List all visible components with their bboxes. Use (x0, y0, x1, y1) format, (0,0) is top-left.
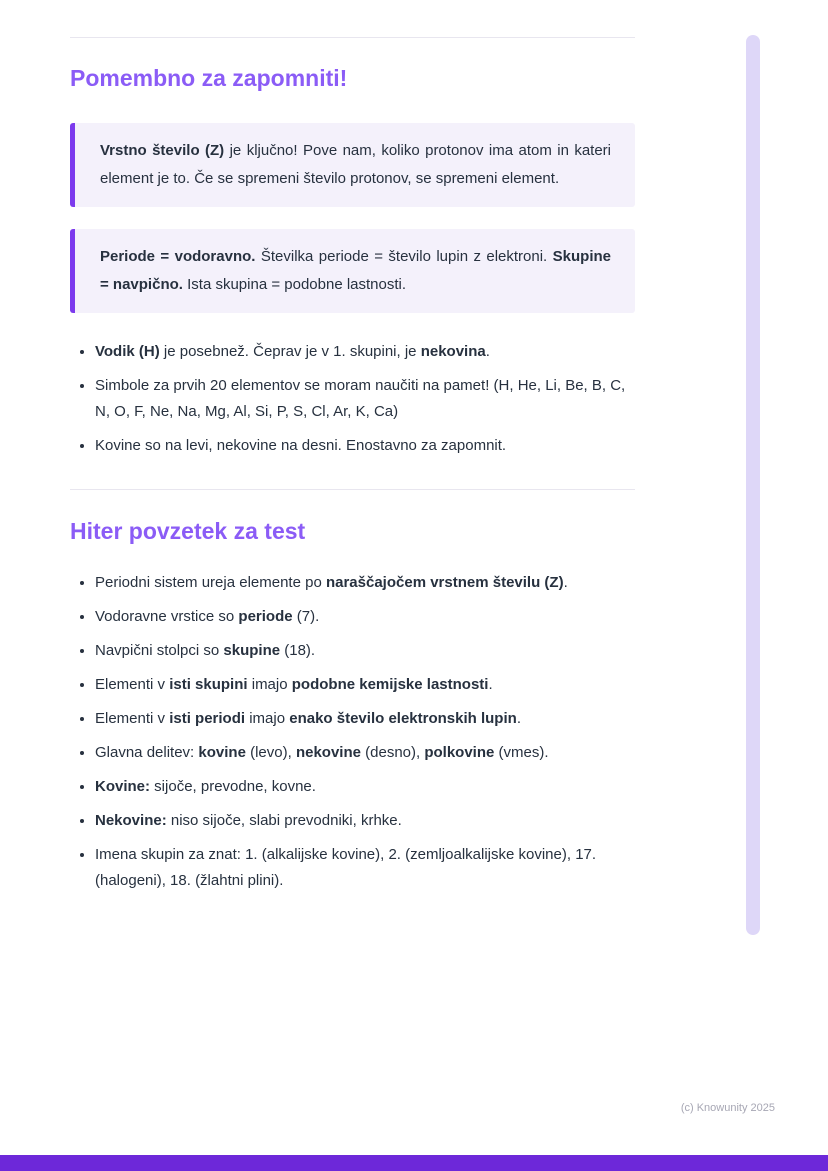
text: . (516, 709, 521, 727)
list-item (95, 339, 635, 365)
callout-text (100, 243, 611, 299)
list-item (95, 672, 635, 698)
text: Elementi v (95, 709, 170, 727)
text: Navpični stolpci so (95, 641, 224, 659)
text: Imena skupin za znat: 1. (alkalijske kovine), 2. (zemljoalkalijske kovine), 17. (halogeni), 18. (žlahtni plini). (95, 845, 597, 889)
callout-atomic-number (70, 123, 635, 207)
list-item (95, 706, 635, 732)
text: (18). (280, 641, 316, 659)
text: (levo), (245, 743, 296, 761)
text: je ključno! Pove nam, koliko protonov ima atom in kateri element je to. Če se spremeni število protonov, se spremeni element. (100, 141, 612, 187)
text: Kovine so na levi, nekovine na desni. Enostavno za zapomnit. (95, 436, 507, 454)
note-content (70, 0, 635, 902)
list-item (95, 433, 635, 459)
text: sijoče, prevodne, kovne. (150, 777, 316, 795)
list-item (95, 570, 635, 596)
text: je posebnež. Čeprav je v 1. skupini, je (159, 342, 421, 360)
callout-periods-groups (70, 229, 635, 313)
copyright-text: (c) Knowunity 2025 (680, 1102, 775, 1114)
list-item (95, 740, 635, 766)
bold-text: Skupine = navpično. (100, 247, 611, 293)
callout-text (100, 137, 611, 193)
text: . (488, 675, 493, 693)
text: Simbole za prvih 20 elementov se moram naučiti na pamet! (H, He, Li, Be, B, C, N, O, F, Ne, Na, Mg, Al, Si, P, S, Cl, Ar, K, Ca) (95, 376, 626, 420)
text: Ista skupina = podobne lastnosti. (182, 275, 407, 293)
list-item (95, 774, 635, 800)
list-item (95, 808, 635, 834)
bold-text: Vrstno število (Z) (100, 141, 225, 159)
bold-text: naraščajočem vrstnem številu (Z) (325, 573, 564, 591)
text: Vodoravne vrstice so (95, 607, 239, 625)
bold-text: isti periodi (169, 709, 246, 727)
bold-text: podobne kemijske lastnosti (291, 675, 489, 693)
scrollbar[interactable] (746, 35, 760, 935)
text: Periodni sistem ureja elemente po (95, 573, 326, 591)
text: Glavna delitev: (95, 743, 199, 761)
bottom-accent-bar (0, 1155, 828, 1171)
text: (vmes). (494, 743, 549, 761)
bold-text: polkovine (424, 743, 495, 761)
bold-text: periode (238, 607, 293, 625)
bold-text: kovine (198, 743, 246, 761)
bold-text: isti skupini (169, 675, 248, 693)
text: imajo (245, 709, 290, 727)
list-item (95, 604, 635, 630)
section-title-summary: Hiter povzetek za test (70, 517, 306, 544)
bold-text: Vodik (H) (95, 342, 160, 360)
divider (70, 489, 635, 490)
section-title-important: Pomembno za zapomniti! (70, 65, 348, 91)
bold-text: nekovina (420, 342, 486, 360)
bold-text: Nekovine: (95, 811, 167, 829)
bold-text: Kovine: (95, 777, 151, 795)
summary-list (70, 570, 635, 894)
text: . (485, 342, 490, 360)
text: niso sijoče, slabi prevodniki, krhke. (166, 811, 402, 829)
bold-text: skupine (223, 641, 281, 659)
bold-text: nekovine (295, 743, 361, 761)
divider (70, 37, 635, 38)
text: Številka periode = število lupin z elektroni. (255, 247, 553, 265)
text: Elementi v (95, 675, 170, 693)
text: imajo (247, 675, 292, 693)
bold-text: Periode = vodoravno. (100, 247, 256, 265)
list-item (95, 842, 635, 894)
list-item (95, 373, 635, 425)
bold-text: enako število elektronskih lupin (289, 709, 517, 727)
text: (7). (292, 607, 320, 625)
list-item (95, 638, 635, 664)
memorize-list (70, 339, 635, 459)
text: (desno), (360, 743, 425, 761)
text: . (563, 573, 568, 591)
